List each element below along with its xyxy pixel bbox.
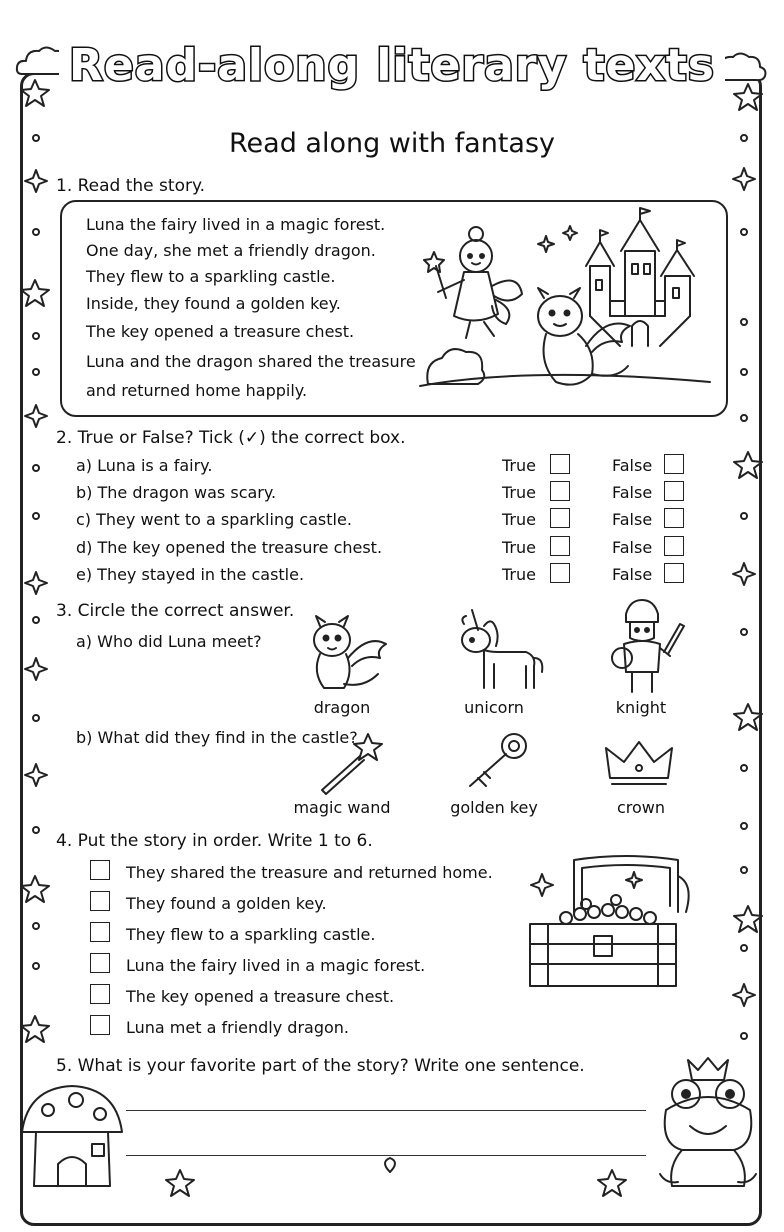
true-label: True	[502, 538, 536, 557]
false-label: False	[612, 538, 653, 557]
true-label: True	[502, 565, 536, 584]
page-title-text: Read-along literary texts	[59, 40, 725, 91]
false-label: False	[612, 565, 653, 584]
true-false-row	[76, 483, 696, 505]
order-number-box[interactable]	[90, 953, 110, 973]
unicorn-option-icon[interactable]	[450, 604, 546, 696]
story-line: Luna and the dragon shared the treasure	[86, 352, 416, 371]
writing-line[interactable]	[126, 1110, 646, 1111]
story-line: They flew to a sparkling castle.	[86, 267, 336, 286]
statement-text: d) The key opened the treasure chest.	[76, 538, 383, 557]
option-label-dragon: dragon	[313, 698, 371, 717]
dragon-option-icon[interactable]	[292, 610, 388, 696]
treasure-chest-icon	[526, 852, 696, 990]
true-false-row	[76, 456, 696, 478]
fairy-icon	[424, 227, 522, 338]
crown-option-icon[interactable]	[604, 738, 674, 788]
order-item-text: They found a golden key.	[126, 894, 327, 913]
story-line: and returned home happily.	[86, 381, 308, 400]
order-number-box[interactable]	[90, 891, 110, 911]
question-4-heading: 4. Put the story in order. Write 1 to 6.	[56, 831, 373, 851]
true-false-row	[76, 538, 696, 560]
false-label: False	[612, 456, 653, 475]
true-label: True	[502, 510, 536, 529]
option-label-golden-key: golden key	[450, 798, 538, 817]
statement-text: b) The dragon was scary.	[76, 483, 277, 502]
question-3-heading: 3. Circle the correct answer.	[56, 601, 295, 621]
story-line: One day, she met a friendly dragon.	[86, 241, 376, 260]
option-label-crown: crown	[616, 798, 666, 817]
question-5-heading: 5. What is your favorite part of the story? Write one sentence.	[56, 1056, 585, 1076]
true-checkbox[interactable]	[550, 563, 570, 583]
statement-text: a) Luna is a fairy.	[76, 456, 213, 475]
story-line: Luna the fairy lived in a magic forest.	[86, 215, 386, 234]
golden-key-option-icon[interactable]	[462, 730, 532, 794]
statement-text: e) They stayed in the castle.	[76, 565, 305, 584]
knight-option-icon[interactable]	[608, 600, 688, 696]
order-number-box[interactable]	[90, 1015, 110, 1035]
order-item-text: The key opened a treasure chest.	[126, 987, 395, 1006]
option-label-knight: knight	[615, 698, 667, 717]
page-title	[0, 40, 784, 91]
question-2-heading: 2. True or False? Tick (✓) the correct box.	[56, 428, 406, 448]
mushroom-house-icon	[18, 1082, 124, 1188]
question-3b-text: b) What did they find in the castle?	[76, 728, 358, 747]
writing-line[interactable]	[126, 1155, 646, 1156]
magic-wand-option-icon[interactable]	[316, 732, 386, 794]
dragon-icon	[538, 288, 630, 385]
false-checkbox[interactable]	[664, 563, 684, 583]
true-false-row	[76, 510, 696, 532]
order-item-text: Luna the fairy lived in a magic forest.	[126, 956, 426, 975]
question-3a-text: a) Who did Luna meet?	[76, 632, 262, 651]
true-checkbox[interactable]	[550, 536, 570, 556]
true-label: True	[502, 456, 536, 475]
story-line: The key opened a treasure chest.	[86, 322, 355, 341]
story-line: Inside, they found a golden key.	[86, 294, 341, 313]
true-checkbox[interactable]	[550, 481, 570, 501]
false-checkbox[interactable]	[664, 536, 684, 556]
true-label: True	[502, 483, 536, 502]
option-label-unicorn: unicorn	[464, 698, 524, 717]
false-label: False	[612, 483, 653, 502]
story-illustration	[410, 206, 720, 406]
order-number-box[interactable]	[90, 860, 110, 880]
question-1-heading: 1. Read the story.	[56, 176, 205, 196]
castle-icon	[586, 208, 694, 346]
true-false-row	[76, 565, 696, 587]
false-checkbox[interactable]	[664, 508, 684, 528]
false-checkbox[interactable]	[664, 454, 684, 474]
order-number-box[interactable]	[90, 984, 110, 1004]
true-checkbox[interactable]	[550, 508, 570, 528]
statement-text: c) They went to a sparkling castle.	[76, 510, 352, 529]
order-item-text: They flew to a sparkling castle.	[126, 925, 376, 944]
true-checkbox[interactable]	[550, 454, 570, 474]
false-checkbox[interactable]	[664, 481, 684, 501]
page-subtitle: Read along with fantasy	[228, 128, 556, 159]
order-number-box[interactable]	[90, 922, 110, 942]
order-item-text: Luna met a friendly dragon.	[126, 1018, 349, 1037]
frog-prince-icon	[652, 1054, 764, 1190]
false-label: False	[612, 510, 653, 529]
option-label-magic-wand: magic wand	[293, 798, 391, 817]
order-item-text: They shared the treasure and returned home.	[126, 863, 493, 882]
